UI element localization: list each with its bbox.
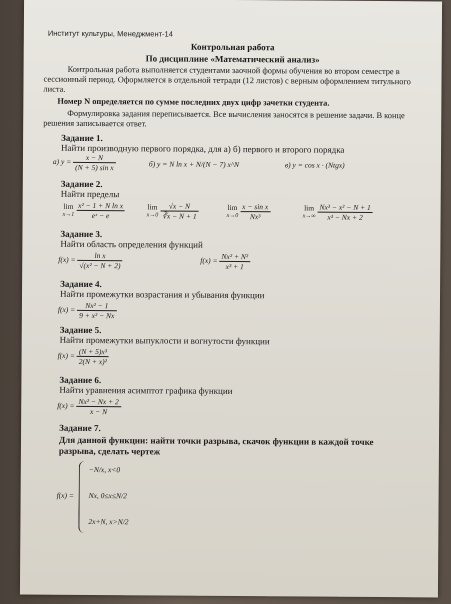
intro-paragraph-1: Контрольная работа выполняется студентами заочной формы обучения во втором семестре в сессионный период. Оформляется в отдельной тетради (12 листов) с верным оформлением титульного листа.: [43, 64, 411, 94]
doc-title: Контрольная работа: [190, 41, 275, 53]
task-7-lhs: f(x) =: [56, 490, 74, 500]
task-3a-formula: f(x) = $\frac{\text{ln x}}{\text{√(x² − N + 2)}}$: [58, 251, 122, 270]
task-1-title: Задание 1.: [61, 132, 103, 144]
task-6-formula: f(x) = $\frac{\text{Nx² − Nx + 2}}{x - N}$: [57, 396, 119, 417]
limit-3: lim x→0 $\frac{\text{x − sin x}}{\text{Nx³}}$: [226, 202, 269, 222]
task-7-case-1: −N/x, x<0: [88, 465, 121, 475]
institute-header: Институт культуры, Менеджмент-14: [47, 28, 173, 39]
task-5-text: Найти промежутки выпуклости и вогнутости функции: [59, 334, 270, 347]
intro-paragraph-3: Формулировка задания переписывается. Все вычисления заносятся в решение задачи. В конце решения записывается ответ.: [43, 108, 405, 129]
doc-subtitle: По дисциплине «Математический анализ»: [145, 53, 320, 65]
task-1c-formula: в) y = cos x · (Ntgx): [284, 160, 345, 170]
task-1b-formula: б) y = N ln x + N/(N − 7) x^N: [148, 159, 239, 170]
task-5-title: Задание 5.: [59, 324, 102, 336]
task-2-text: Найти пределы: [60, 188, 120, 200]
limit-1: lim x→1 $\frac{\text{x² − 1 + N ln x}}{\text{eˣ − e}}$: [62, 200, 124, 221]
intro-paragraph-2: Номер N определяется по сумме последних двух цифр зачетки студента.: [57, 96, 330, 108]
task-4-formula: f(x) = $\frac{\text{Nx² − 1}}{\text{9 + x² − Nx}}$: [58, 301, 117, 320]
document-sheet: [20, 0, 442, 597]
task-4-title: Задание 4.: [60, 278, 102, 290]
limit-2: lim x→0 $\frac{√x - N}{∛x - N + 1}$: [147, 201, 199, 220]
limit-4: lim x→∞ $\frac{\text{Nx³ − x² − N + 1}}{\text{x³ − Nx + 2}}$: [302, 202, 371, 222]
task-7-case-2: Nx, 0≤x≤N/2: [88, 491, 127, 501]
task-4-text: Найти промежутки возрастания и убывания функции: [59, 288, 265, 301]
task-7-text: Для данной функции: найти точки разрыва, скачок функции в каждой точке разрыва, сделать чертеж: [58, 434, 374, 457]
task-3b-formula: f(x) = $\frac{\text{Nx² + N²}}{\text{x³ + 1}}$: [200, 251, 249, 272]
task-7-case-3: 2x+N, x>N/2: [88, 517, 129, 527]
task-6-text: Найти уравнения асимптот графика функции: [59, 384, 233, 397]
task-1a-formula: а) y = $\frac{x - N}{\text{(N + 5) sin x}}$: [53, 153, 116, 172]
piecewise-brace: [78, 461, 88, 533]
task-2-title: Задание 2.: [60, 178, 103, 190]
task-3-title: Задание 3.: [60, 228, 103, 240]
task-6-title: Задание 6.: [59, 374, 102, 386]
task-5-formula: f(x) = $\frac{\text{(N + 5)x³}}{\text{2(N + x)²}}$: [57, 346, 108, 367]
task-1-text: Найти производную первого порядка, для а) б) первого и второго порядка: [61, 142, 345, 155]
task-3-text: Найти область определения функций: [60, 238, 203, 250]
task-7-title: Задание 7.: [59, 422, 101, 434]
